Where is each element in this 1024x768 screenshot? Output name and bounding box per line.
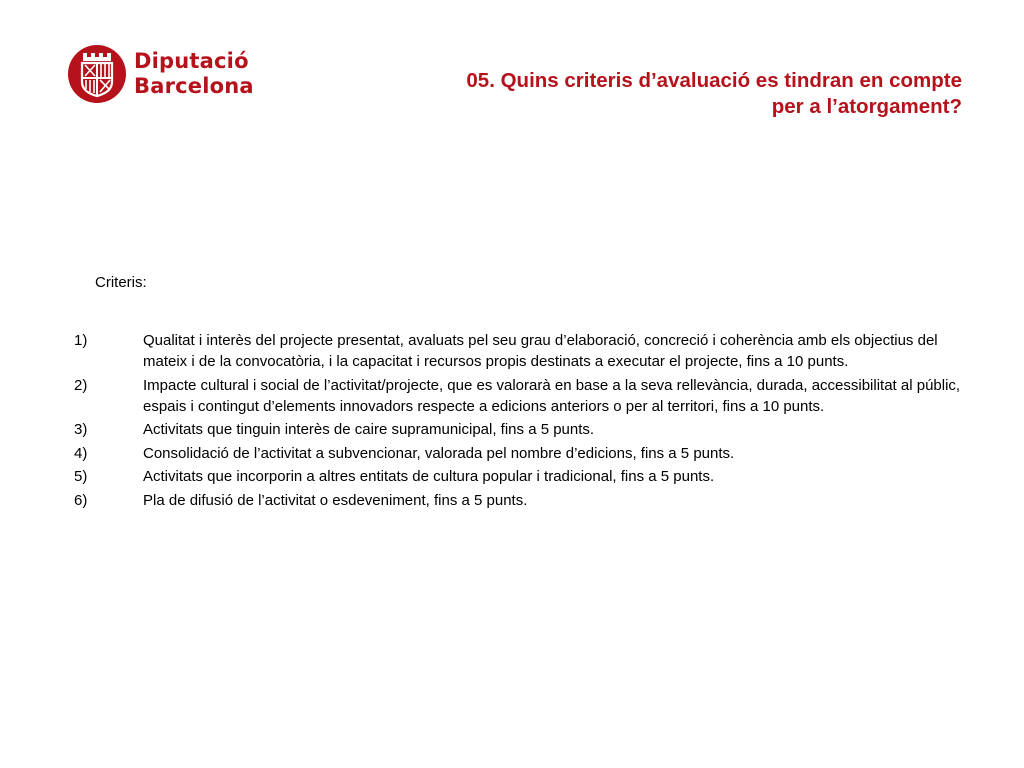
criteria-label: Criteris: [95, 274, 147, 291]
list-item-text: Pla de difusió de l’activitat o esdeveniment, fins a 5 punts. [143, 491, 528, 509]
criteria-list [74, 330, 974, 513]
page-title-line-1: 05. Quins criteris d’avaluació es tindran en compte [466, 69, 962, 92]
page-title [342, 68, 962, 120]
list-item [74, 490, 974, 511]
list-item-number: 5) [74, 468, 88, 485]
page-title-line-2: per a l’atorgament? [771, 95, 962, 118]
list-item-text: Activitats que incorporin a altres entitats de cultura popular i tradicional, fins a 5 punts. [143, 468, 715, 485]
list-item [74, 466, 974, 487]
list-item-number: 1) [74, 332, 88, 349]
diputacio-barcelona-logo [67, 44, 254, 104]
list-item-number: 4) [74, 444, 88, 462]
logo-line-2: Barcelona [134, 74, 254, 98]
list-item-text: Impacte cultural i social de l’activitat/projecte, que es valorarà en base a la seva rellevància, durada, accessibilitat al públic, espais i contingut d’elements innovadors respecte a edicions anteriors o per al territori, fins a 10 punts. [143, 376, 961, 415]
list-item-text: Qualitat i interès del projecte presentat, avaluats pel seu grau d’elaboració, concreció i coherència amb els objectius del mateix i de la convocatòria, i la capacitat i recursos propis destinats a executar el projecte, fins a 10 punts. [143, 332, 938, 370]
list-item-text: Activitats que tinguin interès de caire supramunicipal, fins a 5 punts. [143, 421, 595, 438]
list-item [74, 375, 974, 417]
list-item [74, 443, 974, 464]
list-item-number: 3) [74, 421, 88, 438]
list-item [74, 330, 974, 372]
logo-wordmark [134, 49, 254, 99]
list-item-number: 2) [74, 376, 88, 394]
list-item-number: 6) [74, 491, 88, 509]
logo-line-1: Diputació [134, 49, 249, 73]
diputacio-crest-icon [67, 44, 127, 104]
list-item-text: Consolidació de l’activitat a subvencionar, valorada pel nombre d’edicions, fins a 5 punts. [143, 444, 735, 462]
list-item [74, 419, 974, 440]
